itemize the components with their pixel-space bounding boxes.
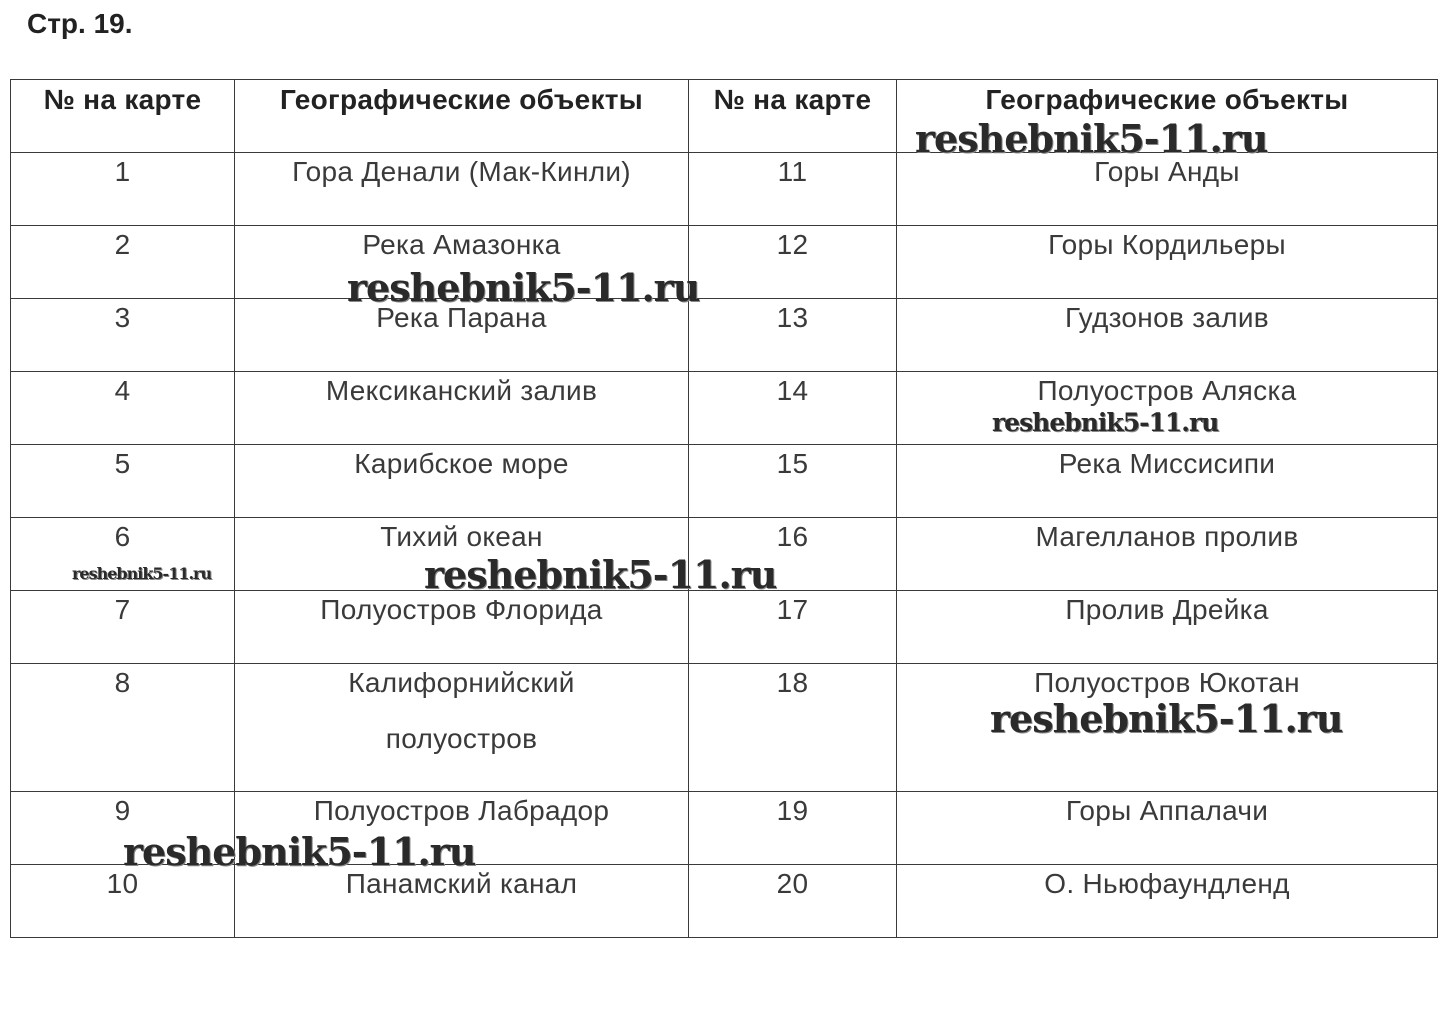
table-row (11, 226, 1438, 299)
geo-object: Мексиканский залив (235, 372, 689, 445)
map-number: 16 (689, 518, 897, 591)
geo-object: Панамский канал (235, 865, 689, 938)
header-geo-objects-1: Географические объекты (235, 80, 689, 153)
map-number: 1 (11, 153, 235, 226)
table-header-row (11, 80, 1438, 153)
map-number: 15 (689, 445, 897, 518)
geo-object: Река Миссисипи (897, 445, 1438, 518)
map-number: 20 (689, 865, 897, 938)
header-map-number-2: № на карте (689, 80, 897, 153)
table-row (11, 299, 1438, 372)
geo-object: Река Амазонка (235, 226, 689, 299)
geo-object: Полуостров Аляска (897, 372, 1438, 445)
geo-object: Горы Анды (897, 153, 1438, 226)
map-number: 14 (689, 372, 897, 445)
watermark: reshebnik5-11.ru (72, 564, 212, 583)
map-number: 6 (11, 518, 235, 591)
geo-object: Тихий океан (235, 518, 689, 591)
map-number: 12 (689, 226, 897, 299)
page-title: Стр. 19. (27, 8, 133, 39)
table-row (11, 445, 1438, 518)
geo-object: О. Ньюфаундленд (897, 865, 1438, 938)
map-number: 13 (689, 299, 897, 372)
geo-object-line: полуостров (385, 723, 538, 754)
map-number: 7 (11, 591, 235, 664)
geo-object: Гора Денали (Мак-Кинли) (235, 153, 689, 226)
geo-object: Гудзонов залив (897, 299, 1438, 372)
watermark: reshebnik5-11.ru (424, 552, 777, 597)
map-number: 2 (11, 226, 235, 299)
watermark: reshebnik5-11.ru (990, 696, 1343, 741)
table-row (11, 792, 1438, 865)
map-number: 11 (689, 153, 897, 226)
table-row (11, 591, 1438, 664)
geo-object-line: Калифорнийский (348, 667, 575, 698)
map-number: 4 (11, 372, 235, 445)
watermark: reshebnik5-11.ru (915, 116, 1268, 161)
geo-object: Полуостров Флорида (235, 591, 689, 664)
geo-object: Полуостров Лабрадор (235, 792, 689, 865)
watermark: reshebnik5-11.ru (347, 265, 700, 310)
table-row (11, 153, 1438, 226)
map-number: 19 (689, 792, 897, 865)
map-number: 18 (689, 664, 897, 792)
geo-object: Полуостров Юкотан (897, 664, 1438, 792)
map-number: 9 (11, 792, 235, 865)
watermark: reshebnik5-11.ru (992, 408, 1219, 437)
geo-object: Пролив Дрейка (897, 591, 1438, 664)
watermark: reshebnik5-11.ru (123, 829, 476, 874)
table-row (11, 865, 1438, 938)
geo-object: Горы Кордильеры (897, 226, 1438, 299)
map-number: 3 (11, 299, 235, 372)
geo-object: Магелланов пролив (897, 518, 1438, 591)
header-map-number-1: № на карте (11, 80, 235, 153)
geo-object: Горы Аппалачи (897, 792, 1438, 865)
geo-object: Река Парана (235, 299, 689, 372)
map-number: 8 (11, 664, 235, 792)
table-row (11, 664, 1438, 792)
geo-object (235, 664, 689, 792)
map-number: 17 (689, 591, 897, 664)
map-number: 5 (11, 445, 235, 518)
table-row (11, 372, 1438, 445)
geo-objects-table (10, 79, 1438, 938)
geo-object: Карибское море (235, 445, 689, 518)
table-row (11, 518, 1438, 591)
header-geo-objects-2: Географические объекты (897, 80, 1438, 153)
map-number: 10 (11, 865, 235, 938)
